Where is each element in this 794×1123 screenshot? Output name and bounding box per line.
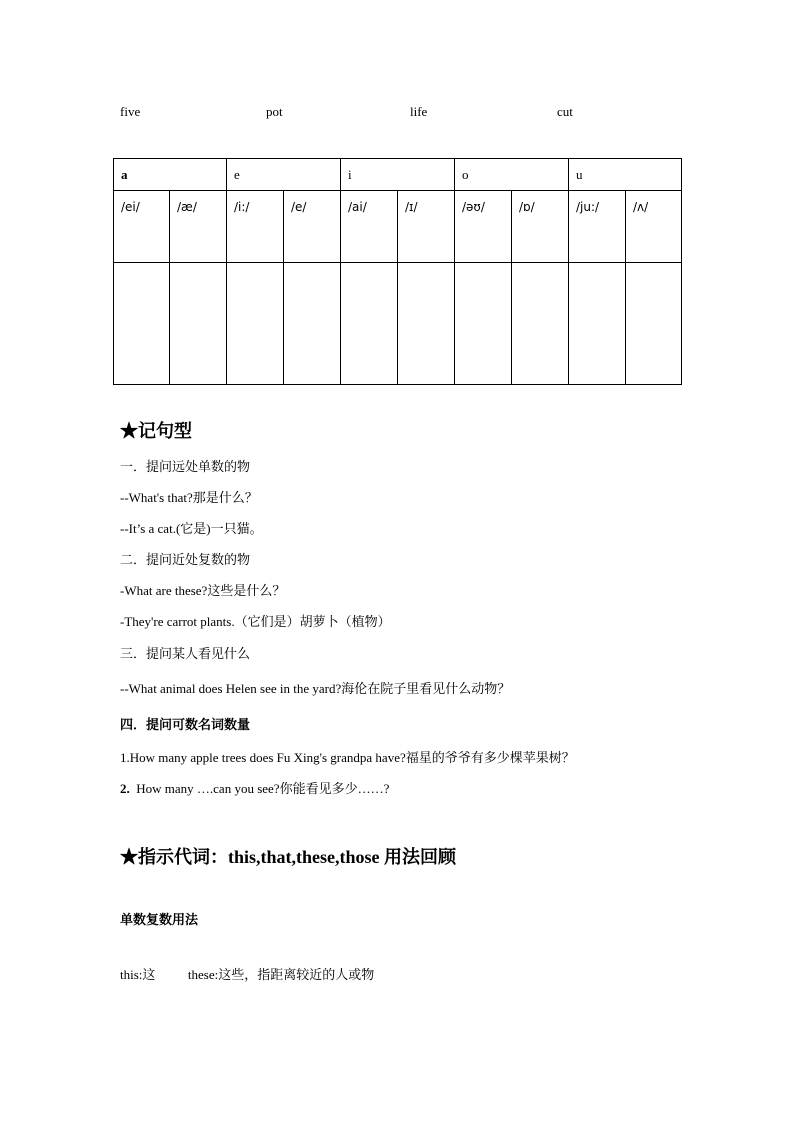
sound-cell: /ju:/ <box>569 191 626 263</box>
sentence-line <box>120 778 389 797</box>
sound-cell: /ei/ <box>114 191 170 263</box>
vowel-u: u <box>569 159 682 191</box>
word-cut: cut <box>557 104 573 119</box>
sentence-heading: 四．提问可数名词数量 <box>120 717 251 732</box>
pronoun-this: this:这 <box>120 967 156 982</box>
answer-cell[interactable] <box>284 263 341 385</box>
vowel-a: a <box>114 159 227 191</box>
sentence-heading: 三．提问某人看见什么 <box>120 646 251 661</box>
sentence-line: 1.How many apple trees does Fu Xing's grandpa have?福星的爷爷有多少棵苹果树？ <box>120 750 575 765</box>
word-life: life <box>410 104 428 119</box>
sentence-line: -What are these?这些是什么？ <box>120 583 286 598</box>
sentence-line: --What's that?那是什么？ <box>120 490 258 505</box>
sentence-heading: 二．提问近处复数的物 <box>120 552 251 567</box>
sound-row <box>114 191 682 263</box>
answer-cell[interactable] <box>626 263 682 385</box>
answer-cell[interactable] <box>512 263 569 385</box>
sound-cell: /ʌ/ <box>626 191 682 263</box>
word-pot: pot <box>266 104 283 119</box>
answer-cell[interactable] <box>341 263 398 385</box>
word-five: five <box>120 104 141 119</box>
sound-cell: /æ/ <box>170 191 227 263</box>
answer-cell[interactable] <box>569 263 626 385</box>
subsection-title: 单数复数用法 <box>120 912 199 927</box>
answer-row <box>114 263 682 385</box>
answer-cell[interactable] <box>170 263 227 385</box>
phonics-table <box>113 158 682 385</box>
pronoun-line <box>120 964 374 983</box>
vowel-e: e <box>227 159 341 191</box>
sentence-line: --It’s a cat.(它是)一只猫。 <box>120 521 263 536</box>
section-title-sentences: ★记句型 <box>120 421 192 441</box>
vowel-o: o <box>455 159 569 191</box>
vowel-i: i <box>341 159 455 191</box>
answer-cell[interactable] <box>455 263 512 385</box>
list-number: 2. <box>120 781 130 796</box>
answer-cell[interactable] <box>227 263 284 385</box>
word-list <box>0 104 794 122</box>
answer-cell[interactable] <box>114 263 170 385</box>
pronoun-these: these:这些，指距离较近的人或物 <box>187 967 375 982</box>
answer-cell[interactable] <box>398 263 455 385</box>
sound-cell: /əʊ/ <box>455 191 512 263</box>
section-title-pronouns: ★指示代词：this,that,these,those 用法回顾 <box>120 847 456 867</box>
sentence-line: -They're carrot plants.（它们是）胡萝卜（植物） <box>120 614 391 629</box>
sentence-heading: 一．提问远处单数的物 <box>120 459 251 474</box>
sentence-line: --What animal does Helen see in the yard?海伦在院子里看见什么动物？ <box>120 681 511 696</box>
sound-cell: /i:/ <box>227 191 284 263</box>
vowel-row <box>114 159 682 191</box>
sound-cell: /e/ <box>284 191 341 263</box>
sentence-text: How many ….can you see?你能看见多少……? <box>136 781 390 796</box>
sound-cell: /ai/ <box>341 191 398 263</box>
sound-cell: /ɒ/ <box>512 191 569 263</box>
sound-cell: /ɪ/ <box>398 191 455 263</box>
